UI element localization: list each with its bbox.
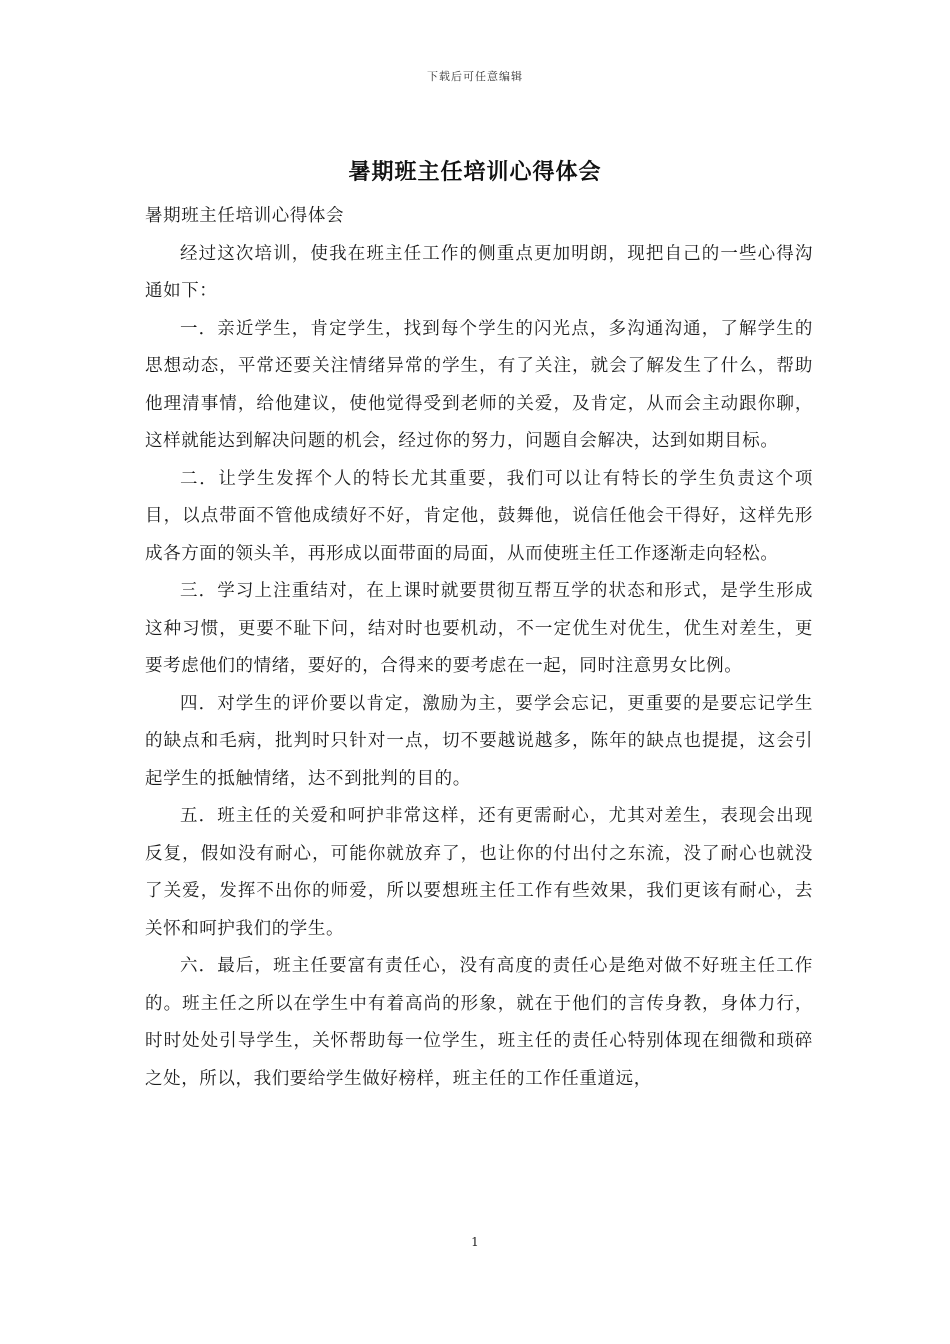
paragraph-1: 一．亲近学生，肯定学生，找到每个学生的闪光点，多沟通沟通，了解学生的思想动态，平常还要关注情绪异常的学生，有了关注，就会了解发生了什么，帮助他理清事情，给他建议，使他觉得受到老师的关爱，及肯定，从而会主动跟你聊，这样就能达到解决问题的机会，经过你的努力，问题自会解决，达到如期目标。 xyxy=(145,318,813,451)
document-title: 暑期班主任培训心得体会 xyxy=(348,159,602,185)
document-subtitle: 暑期班主任培训心得体会 xyxy=(145,206,345,226)
paragraph-6: 六．最后，班主任要富有责任心，没有高度的责任心是绝对做不好班主任工作的。班主任之所以在学生中有着高尚的形象，就在于他们的言传身教，身体力行，时时处处引导学生，关怀帮助每一位学生，班主任的责任心特别体现在细微和琐碎之处，所以，我们要给学生做好榜样，班主任的工作任重道远， xyxy=(145,956,813,1089)
paragraph-4: 四．对学生的评价要以肯定，激励为主，要学会忘记，更重要的是要忘记学生的缺点和毛病，批判时只针对一点，切不要越说越多，陈年的缺点也提提，这会引起学生的抵触情绪，达不到批判的目的。 xyxy=(145,693,813,789)
paragraph-3: 三．学习上注重结对，在上课时就要贯彻互帮互学的状态和形式，是学生形成这种习惯，更要不耻下问，结对时也要机动，不一定优生对优生，优生对差生，更要考虑他们的情绪，要好的，合得来的要考虑在一起，同时注意男女比例。 xyxy=(145,581,813,676)
paragraph-intro: 经过这次培训，使我在班主任工作的侧重点更加明朗，现把自己的一些心得沟通如下： xyxy=(145,243,813,301)
paragraph-5: 五．班主任的关爱和呵护非常这样，还有更需耐心，尤其对差生，表现会出现反复，假如没有耐心，可能你就放弃了，也让你的付出付之东流，没了耐心也就没了关爱，发挥不出你的师爱，所以要想班主任工作有些效果，我们更该有耐心，去关怀和呵护我们的学生。 xyxy=(145,806,813,939)
page-number: 1 xyxy=(471,1235,479,1249)
header-note: 下载后可任意编辑 xyxy=(427,70,523,83)
paragraph-2: 二．让学生发挥个人的特长尤其重要，我们可以让有特长的学生负责这个项目，以点带面不管他成绩好不好，肯定他，鼓舞他，说信任他会干得好，这样先形成各方面的领头羊，再形成以面带面的局面，从而使班主任工作逐渐走向轻松。 xyxy=(145,468,813,564)
document-body xyxy=(145,198,813,1098)
